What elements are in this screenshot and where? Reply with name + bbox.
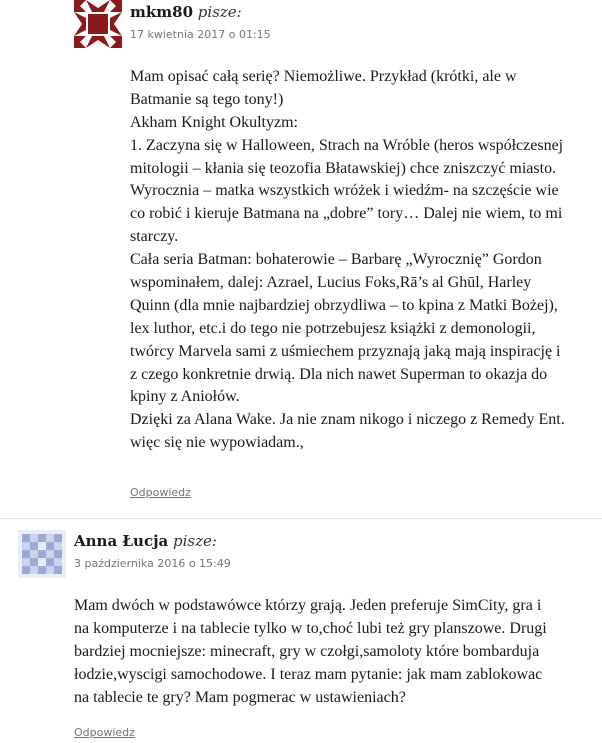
identicon-avatar xyxy=(74,0,122,48)
comment-author[interactable]: mkm80 xyxy=(130,3,194,21)
comment-line: łodzie,wyscigi samochodowe. I teraz mam pytanie: jak mam zablokowac xyxy=(74,665,543,683)
comment-line: Cała seria Batman: bohaterowie – Barbarę „Wyrocznię” Gordon xyxy=(130,251,542,269)
comment-line: więc się nie wypowiadam., xyxy=(130,434,304,452)
comment-body xyxy=(74,595,547,709)
comment-line: na komputerze i na tablecie tylko w to,choć lubi też gry planszowe. Drugi xyxy=(74,619,547,637)
comment-line: Akham Knight Okultyzm: xyxy=(130,113,298,131)
comment-date[interactable]: 17 kwietnia 2017 o 01:15 xyxy=(130,28,271,41)
comment-line: Mam opisać całą serię? Niemożliwe. Przykład (krótki, ale w xyxy=(130,68,517,85)
comment-body xyxy=(130,66,565,455)
comment-line: Dzięki za Alana Wake. Ja nie znam nikogo i niczego z Remedy Ent. xyxy=(130,411,565,429)
comment-line: starczy. xyxy=(130,228,179,246)
comment-line: z czego konkretnie drwią. Dla nich nawet Superman to okazja do xyxy=(130,365,548,383)
comment-line: wspominałem, dalej: Azrael, Lucius Foks,Rā’s al Ghūl, Harley xyxy=(130,274,532,292)
comment-line: Batmanie są tego tony!) xyxy=(130,90,284,108)
comment-author[interactable]: Anna Łucja xyxy=(74,532,169,550)
divider xyxy=(0,518,602,519)
comment-line: mitologii – kłania się teozofia Błatawskiej) chce zniszczyć miasto. xyxy=(130,159,557,177)
comment-says: pisze: xyxy=(173,532,217,550)
comment-line: twórcy Marvela sami z uśmiechem przyznają jaką mają inspirację i xyxy=(130,342,561,360)
comment-line: Mam dwóch w podstawówce którzy grają. Jeden preferuje SimCity, gra i xyxy=(74,597,542,614)
comment-author-line xyxy=(130,3,242,21)
reply-link[interactable]: Odpowiedz xyxy=(130,486,191,499)
comment-date[interactable]: 3 października 2016 o 15:49 xyxy=(74,557,231,570)
comment-line: Wyrocznia – matka wszystkich wróżek i wiedźm- na szczęście wie xyxy=(130,182,559,200)
comment-line: bardziej mocniejsze: minecraft, gry w czołgi,samoloty które bombarduja xyxy=(74,642,540,660)
comment-author-line xyxy=(74,532,217,550)
comment-line: Quinn (dla mnie najbardziej obrzydliwa – to kpina z Matki Bożej), xyxy=(130,296,558,314)
reply-link[interactable]: Odpowiedz xyxy=(74,726,135,739)
identicon-avatar xyxy=(18,530,66,578)
comment-line: lex luthor, etc.i do tego nie potrzebujesz książki z demonologii, xyxy=(130,319,536,337)
comment-line: 1. Zaczyna się w Halloween, Strach na Wróble (heros współczesnej xyxy=(130,136,564,154)
comment-line: kpiny z Aniołów. xyxy=(130,388,240,406)
comment-line: na tablecie te gry? Mam pogmerac w ustawieniach? xyxy=(74,688,406,706)
comment-says: pisze: xyxy=(197,3,242,21)
comment-line: co robić i kieruje Batmana na „dobre” tory… Dalej nie wiem, to mi xyxy=(130,205,563,223)
